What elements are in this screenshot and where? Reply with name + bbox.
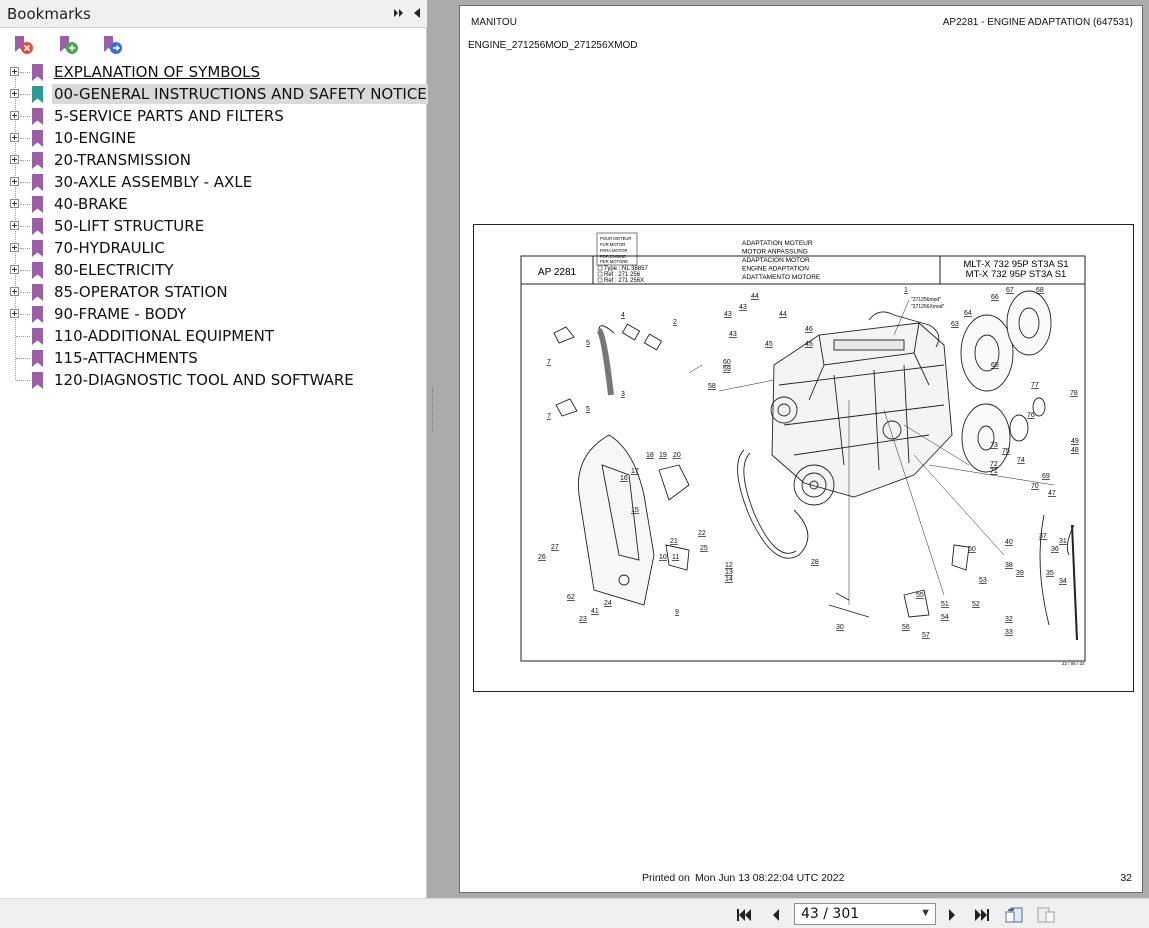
- expand-icon[interactable]: [10, 133, 19, 142]
- bookmark-label[interactable]: 120-DIAGNOSTIC TOOL AND SOFTWARE: [54, 371, 354, 389]
- part-number-label: 59: [723, 366, 731, 373]
- page-subheader: ENGINE_271256MOD_271256XMOD: [468, 40, 638, 51]
- part-number-label: 31: [1059, 538, 1067, 545]
- bookmarks-tree: [0, 61, 427, 391]
- type-line: Type : NL 38857: [604, 266, 648, 272]
- expand-icon[interactable]: [10, 177, 19, 186]
- part-number-label: 12: [725, 562, 733, 569]
- bookmark-label-selected[interactable]: 00-GENERAL INSTRUCTIONS AND SAFETY NOTICE: [54, 85, 427, 103]
- delete-bookmark-icon[interactable]: [12, 34, 34, 56]
- bookmark-icon: [32, 152, 43, 169]
- navigation-bar: [0, 898, 1149, 928]
- part-number-label: 72: [990, 461, 998, 468]
- part-number-label: 27: [551, 544, 559, 551]
- part-number-label: 53: [979, 577, 987, 584]
- part-number-label: 3: [621, 391, 625, 398]
- part-number-label: 20: [673, 452, 681, 459]
- variant-note: "271256Xmod": [911, 304, 945, 310]
- part-number-label: 39: [1016, 570, 1024, 577]
- part-number-label: 7: [547, 359, 551, 366]
- bookmark-item-attachments[interactable]: [0, 347, 427, 369]
- expand-icon[interactable]: [10, 265, 19, 274]
- engine-label: POUR MOTEUR: [600, 236, 632, 241]
- part-number-label: 43: [729, 331, 737, 338]
- bookmark-label[interactable]: 40-BRAKE: [54, 195, 128, 213]
- bookmark-label[interactable]: 20-TRANSMISSION: [54, 151, 191, 169]
- expand-panel-icon[interactable]: [392, 6, 406, 20]
- part-number-label: 34: [1059, 578, 1067, 585]
- part-number-label: 47: [1048, 490, 1056, 497]
- part-number-label: 5: [586, 340, 590, 347]
- model-label: MLT-X 732 95P ST3A S1: [963, 259, 1069, 270]
- part-number-label: 36: [1051, 546, 1059, 553]
- part-number-label: 74: [1017, 457, 1025, 464]
- expand-icon[interactable]: [10, 67, 19, 76]
- page-number: 32: [1120, 872, 1132, 884]
- part-number-label: 48: [1071, 447, 1079, 454]
- part-number-label: 25: [700, 545, 708, 552]
- variant-note: "271256mod": [911, 297, 941, 303]
- part-number-label: 78: [1070, 390, 1078, 397]
- part-number-label: 2: [673, 319, 677, 326]
- last-page-icon[interactable]: [972, 905, 992, 925]
- bookmark-icon: [32, 130, 43, 147]
- part-number-label: 26: [538, 554, 546, 561]
- bookmark-item-frame-body[interactable]: [0, 303, 427, 325]
- part-number-label: 11: [672, 554, 680, 561]
- bookmarks-header: [0, 0, 427, 28]
- part-number-label: 15: [631, 507, 639, 514]
- expand-icon[interactable]: [10, 111, 19, 120]
- part-number-label: 75: [1002, 448, 1010, 455]
- drawing-title: MOTOR ANPASSUNG: [742, 248, 808, 256]
- part-number-label: 58: [708, 383, 716, 390]
- part-number-label: 63: [951, 321, 959, 328]
- part-number-label: 23: [579, 616, 587, 623]
- bookmark-label[interactable]: 5-SERVICE PARTS AND FILTERS: [54, 107, 284, 125]
- expand-icon[interactable]: [10, 287, 19, 296]
- engine-label: PARA MOTOR: [600, 248, 628, 253]
- part-number-label: 30: [836, 624, 844, 631]
- part-number-label: 10: [659, 554, 667, 561]
- bookmark-item-transmission[interactable]: [0, 149, 427, 171]
- bookmark-icon: [32, 284, 43, 301]
- bookmark-icon: [32, 64, 43, 81]
- bookmark-item-brake[interactable]: [0, 193, 427, 215]
- part-number-label: 45: [765, 341, 773, 348]
- bookmark-item-service-parts[interactable]: [0, 105, 427, 127]
- printed-on-label: Printed on: [642, 872, 690, 884]
- page-header-brand: MANITOU: [471, 17, 517, 28]
- part-number-label: 16: [620, 475, 628, 482]
- part-number-label: 33: [1005, 629, 1013, 636]
- part-number-label: 44: [779, 311, 787, 318]
- bookmarks-title: Bookmarks: [7, 5, 91, 23]
- part-number-label: 17: [631, 468, 639, 475]
- bookmark-label[interactable]: 90-FRAME - BODY: [54, 305, 187, 323]
- expand-icon[interactable]: [10, 309, 19, 318]
- part-number-label: 41: [591, 608, 599, 615]
- drawing-frame: [473, 224, 1134, 692]
- part-number-label: 57: [922, 632, 930, 639]
- part-number-label: 45: [805, 341, 813, 348]
- part-number-label: 19: [659, 452, 667, 459]
- bookmark-icon: [32, 372, 43, 389]
- part-number-label: 40: [1005, 539, 1013, 546]
- engine-label: PER MOTORE: [600, 259, 629, 264]
- bookmark-label[interactable]: 30-AXLE ASSEMBLY - AXLE: [54, 173, 253, 191]
- drawing-title: ADATTAMENTO MOTORE: [742, 274, 821, 281]
- bookmark-icon: [32, 218, 43, 235]
- engine-label: FOR ENGINE: [600, 254, 627, 259]
- part-number-label: 32: [1005, 616, 1013, 623]
- part-number-label: 9: [675, 609, 679, 616]
- part-number-label: 44: [751, 293, 759, 300]
- model-label: MT-X 732 95P ST3A S1: [965, 269, 1067, 280]
- part-number-label: 73: [990, 442, 998, 449]
- drawing-title: ADAPTATION MOTEUR: [742, 240, 813, 247]
- bookmark-label[interactable]: 80-ELECTRICITY: [54, 261, 174, 279]
- part-number-label: 67: [1006, 287, 1014, 294]
- expand-icon[interactable]: [10, 221, 19, 230]
- part-number-label: 60: [723, 359, 731, 366]
- add-bookmark-icon[interactable]: [57, 34, 79, 56]
- first-page-icon[interactable]: [734, 905, 754, 925]
- part-number-label: 77: [1031, 382, 1039, 389]
- bookmark-item-additional-equipment[interactable]: [0, 325, 427, 347]
- drawing-ref-code: AP 2281: [537, 267, 577, 278]
- part-number-label: 64: [964, 310, 972, 317]
- next-view-icon[interactable]: [1036, 905, 1056, 925]
- expand-icon[interactable]: [10, 155, 19, 164]
- expand-icon[interactable]: [10, 199, 19, 208]
- part-number-label: 38: [1005, 562, 1013, 569]
- expand-icon[interactable]: [10, 89, 19, 98]
- bookmark-icon: [32, 306, 43, 323]
- printed-on-date: Mon Jun 13 08:22:04 UTC 2022: [695, 872, 845, 884]
- bookmark-item-operator-station[interactable]: [0, 281, 427, 303]
- bookmarks-panel: [0, 0, 427, 898]
- part-number-label: 1: [904, 287, 908, 294]
- page-number-combo[interactable]: [794, 903, 936, 925]
- bookmark-item-engine[interactable]: [0, 127, 427, 149]
- drawing-title: ADAPTACION MOTOR: [742, 257, 810, 264]
- collapse-panel-icon[interactable]: [410, 6, 424, 20]
- part-number-label: 76: [1027, 412, 1035, 419]
- part-number-label: 50: [968, 546, 976, 553]
- part-number-label: 13: [725, 569, 733, 576]
- ref-line: Ref : 271 256X: [604, 278, 645, 284]
- part-number-label: 71: [990, 468, 998, 475]
- ref-line: Ref : 271 256: [604, 272, 641, 278]
- part-number-label: 18: [646, 452, 654, 459]
- part-number-label: 70: [1031, 483, 1039, 490]
- bookmark-item-explanation-of-symbols[interactable]: [0, 61, 427, 83]
- document-page: [459, 5, 1143, 893]
- bookmark-item-diagnostic-tool[interactable]: [0, 369, 427, 391]
- bookmark-item-axle-assembly[interactable]: [0, 171, 427, 193]
- bookmark-label[interactable]: 85-OPERATOR STATION: [54, 283, 228, 301]
- part-number-label: 35: [1046, 570, 1054, 577]
- part-number-label: 54: [941, 614, 949, 621]
- bookmark-icon: [32, 262, 43, 279]
- part-number-label: 37: [1039, 533, 1047, 540]
- bookmark-icon: [32, 328, 43, 345]
- engine-label: FUR MOTOR: [600, 242, 626, 247]
- previous-page-icon[interactable]: [766, 905, 786, 925]
- bookmark-icon: [32, 108, 43, 125]
- part-number-label: 69: [1042, 473, 1050, 480]
- bookmark-icon-active: [32, 86, 43, 103]
- part-number-label: 65: [991, 362, 999, 369]
- bookmark-item-hydraulic[interactable]: [0, 237, 427, 259]
- bookmark-icon: [32, 240, 43, 257]
- part-number-label: 22: [698, 530, 706, 537]
- part-number-label: 49: [1071, 438, 1079, 445]
- part-number-label: 24: [604, 600, 612, 607]
- part-number-label: 51: [941, 601, 949, 608]
- bookmark-item-lift-structure[interactable]: [0, 215, 427, 237]
- bookmark-item-electricity[interactable]: [0, 259, 427, 281]
- bookmark-icon: [32, 174, 43, 191]
- part-number-label: 28: [811, 559, 819, 566]
- bookmark-label[interactable]: 50-LIFT STRUCTURE: [54, 217, 205, 235]
- drawing-date: 22 / 06 / 22: [1062, 661, 1085, 666]
- bookmark-label[interactable]: 70-HYDRAULIC: [54, 239, 165, 257]
- next-page-icon[interactable]: [942, 905, 962, 925]
- part-number-label: 55: [916, 592, 924, 599]
- bookmark-icon: [32, 350, 43, 367]
- bookmark-item-general-instructions[interactable]: [0, 83, 427, 105]
- part-number-label: 4: [621, 312, 625, 319]
- part-number-label: 43: [724, 311, 732, 318]
- part-number-label: 68: [1036, 287, 1044, 294]
- expand-icon[interactable]: [10, 243, 19, 252]
- previous-view-icon[interactable]: [1004, 905, 1024, 925]
- go-to-bookmark-icon[interactable]: [101, 34, 123, 56]
- bookmark-icon: [32, 196, 43, 213]
- bookmark-label[interactable]: 10-ENGINE: [54, 129, 136, 147]
- part-number-label: 5: [586, 406, 590, 413]
- bookmark-label[interactable]: 115-ATTACHMENTS: [54, 349, 198, 367]
- part-number-label: 46: [805, 326, 813, 333]
- chevron-down-icon[interactable]: ▼: [920, 907, 931, 919]
- page-display[interactable]: 43 / 301: [801, 906, 860, 922]
- drawing-title: ENGINE ADAPTATION: [742, 265, 809, 273]
- part-number-label: 62: [567, 594, 575, 601]
- part-number-label: 66: [991, 294, 999, 301]
- part-number-label: 52: [972, 601, 980, 608]
- part-number-label: 14: [725, 576, 733, 583]
- bookmarks-toolbar: [0, 28, 427, 58]
- part-number-label: 21: [670, 538, 678, 545]
- page-header-title: AP2281 - ENGINE ADAPTATION (647531): [942, 17, 1133, 28]
- bookmark-label[interactable]: EXPLANATION OF SYMBOLS: [54, 63, 261, 81]
- part-number-label: 43: [739, 304, 747, 311]
- part-number-label: 56: [902, 624, 910, 631]
- bookmark-label[interactable]: 110-ADDITIONAL EQUIPMENT: [54, 327, 275, 345]
- parts-drawing: [474, 225, 1133, 691]
- part-number-label: 7: [547, 413, 551, 420]
